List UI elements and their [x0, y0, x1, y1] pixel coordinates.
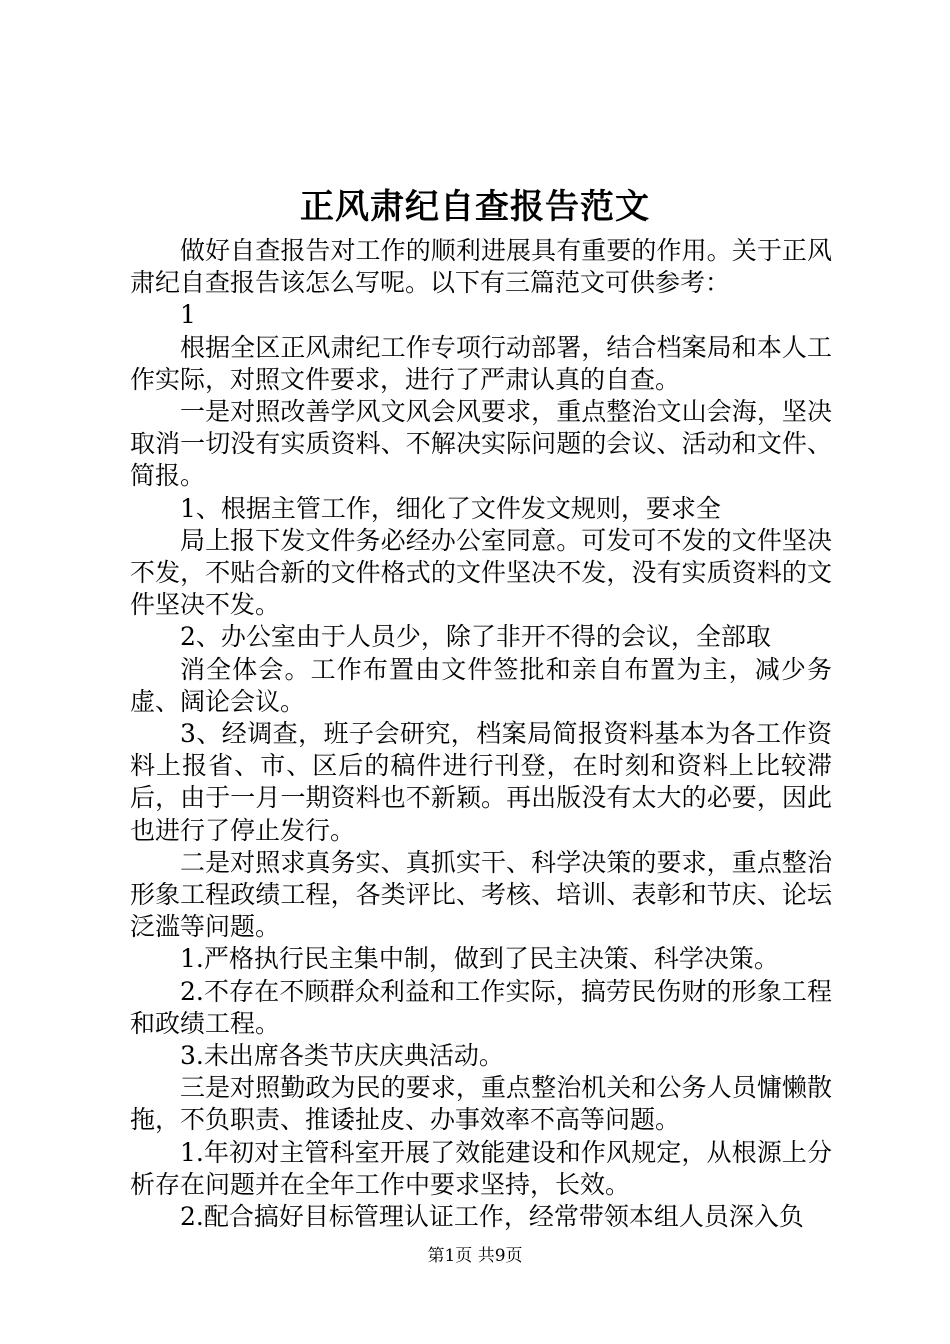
body-paragraph: 消全体会。工作布置由文件签批和亲自布置为主，减少务虚、阔论会议。: [130, 654, 832, 716]
list-item: 1.年初对主管科室开展了效能建设和作风规定，从根源上分析存在问题并在全年工作中要求坚持，长效。: [130, 1137, 832, 1199]
list-item: 2.配合搞好目标管理认证工作，经常带领本组人员深入负: [180, 1202, 804, 1232]
document-title: 正风肃纪自查报告范文: [300, 187, 650, 227]
body-paragraph: 根据全区正风肃纪工作专项行动部署，结合档案局和本人工作实际，对照文件要求，进行了严肃认真的自查。: [130, 332, 832, 394]
intro-paragraph: 做好自查报告对工作的顺利进展具有重要的作用。关于正风肃纪自查报告该怎么写呢。以下有三篇范文可供参考：: [130, 236, 832, 298]
page-footer: 第1页 共9页: [427, 1246, 523, 1266]
section-number: 1: [180, 300, 196, 330]
body-paragraph: 三是对照勤政为民的要求，重点整治机关和公务人员慵懒散拖，不负职责、推诿扯皮、办事效率不高等问题。: [130, 1073, 832, 1135]
list-item: 3.未出席各类节庆庆典活动。: [180, 1041, 504, 1071]
list-item: 1.严格执行民主集中制，做到了民主决策、科学决策。: [180, 944, 779, 974]
body-paragraph: 局上报下发文件务必经办公室同意。可发可不发的文件坚决不发，不贴合新的文件格式的文件坚决不发，没有实质资料的文件坚决不发。: [130, 525, 832, 620]
list-item: 3、经调查，班子会研究，档案局简报资料基本为各工作资料上报省、市、区后的稿件进行刊登，在时刻和资料上比较滞后，由于一月一期资料也不新颖。再出版没有太大的必要，因此也进行了停止发行。: [130, 719, 832, 845]
list-item: 2、办公室由于人员少，除了非开不得的会议，全部取: [180, 622, 771, 652]
list-item: 2.不存在不顾群众利益和工作实际，搞劳民伤财的形象工程和政绩工程。: [130, 976, 832, 1038]
list-item: 1、根据主管工作，细化了文件发文规则，要求全: [180, 493, 721, 523]
body-paragraph: 一是对照改善学风文风会风要求，重点整治文山会海，坚决取消一切没有实质资料、不解决实际问题的会议、活动和文件、简报。: [130, 397, 832, 491]
body-paragraph: 二是对照求真务实、真抓实干、科学决策的要求，重点整治形象工程政绩工程，各类评比、考核、培训、表彰和节庆、论坛泛滥等问题。: [130, 847, 832, 942]
document-body: [130, 235, 832, 1233]
